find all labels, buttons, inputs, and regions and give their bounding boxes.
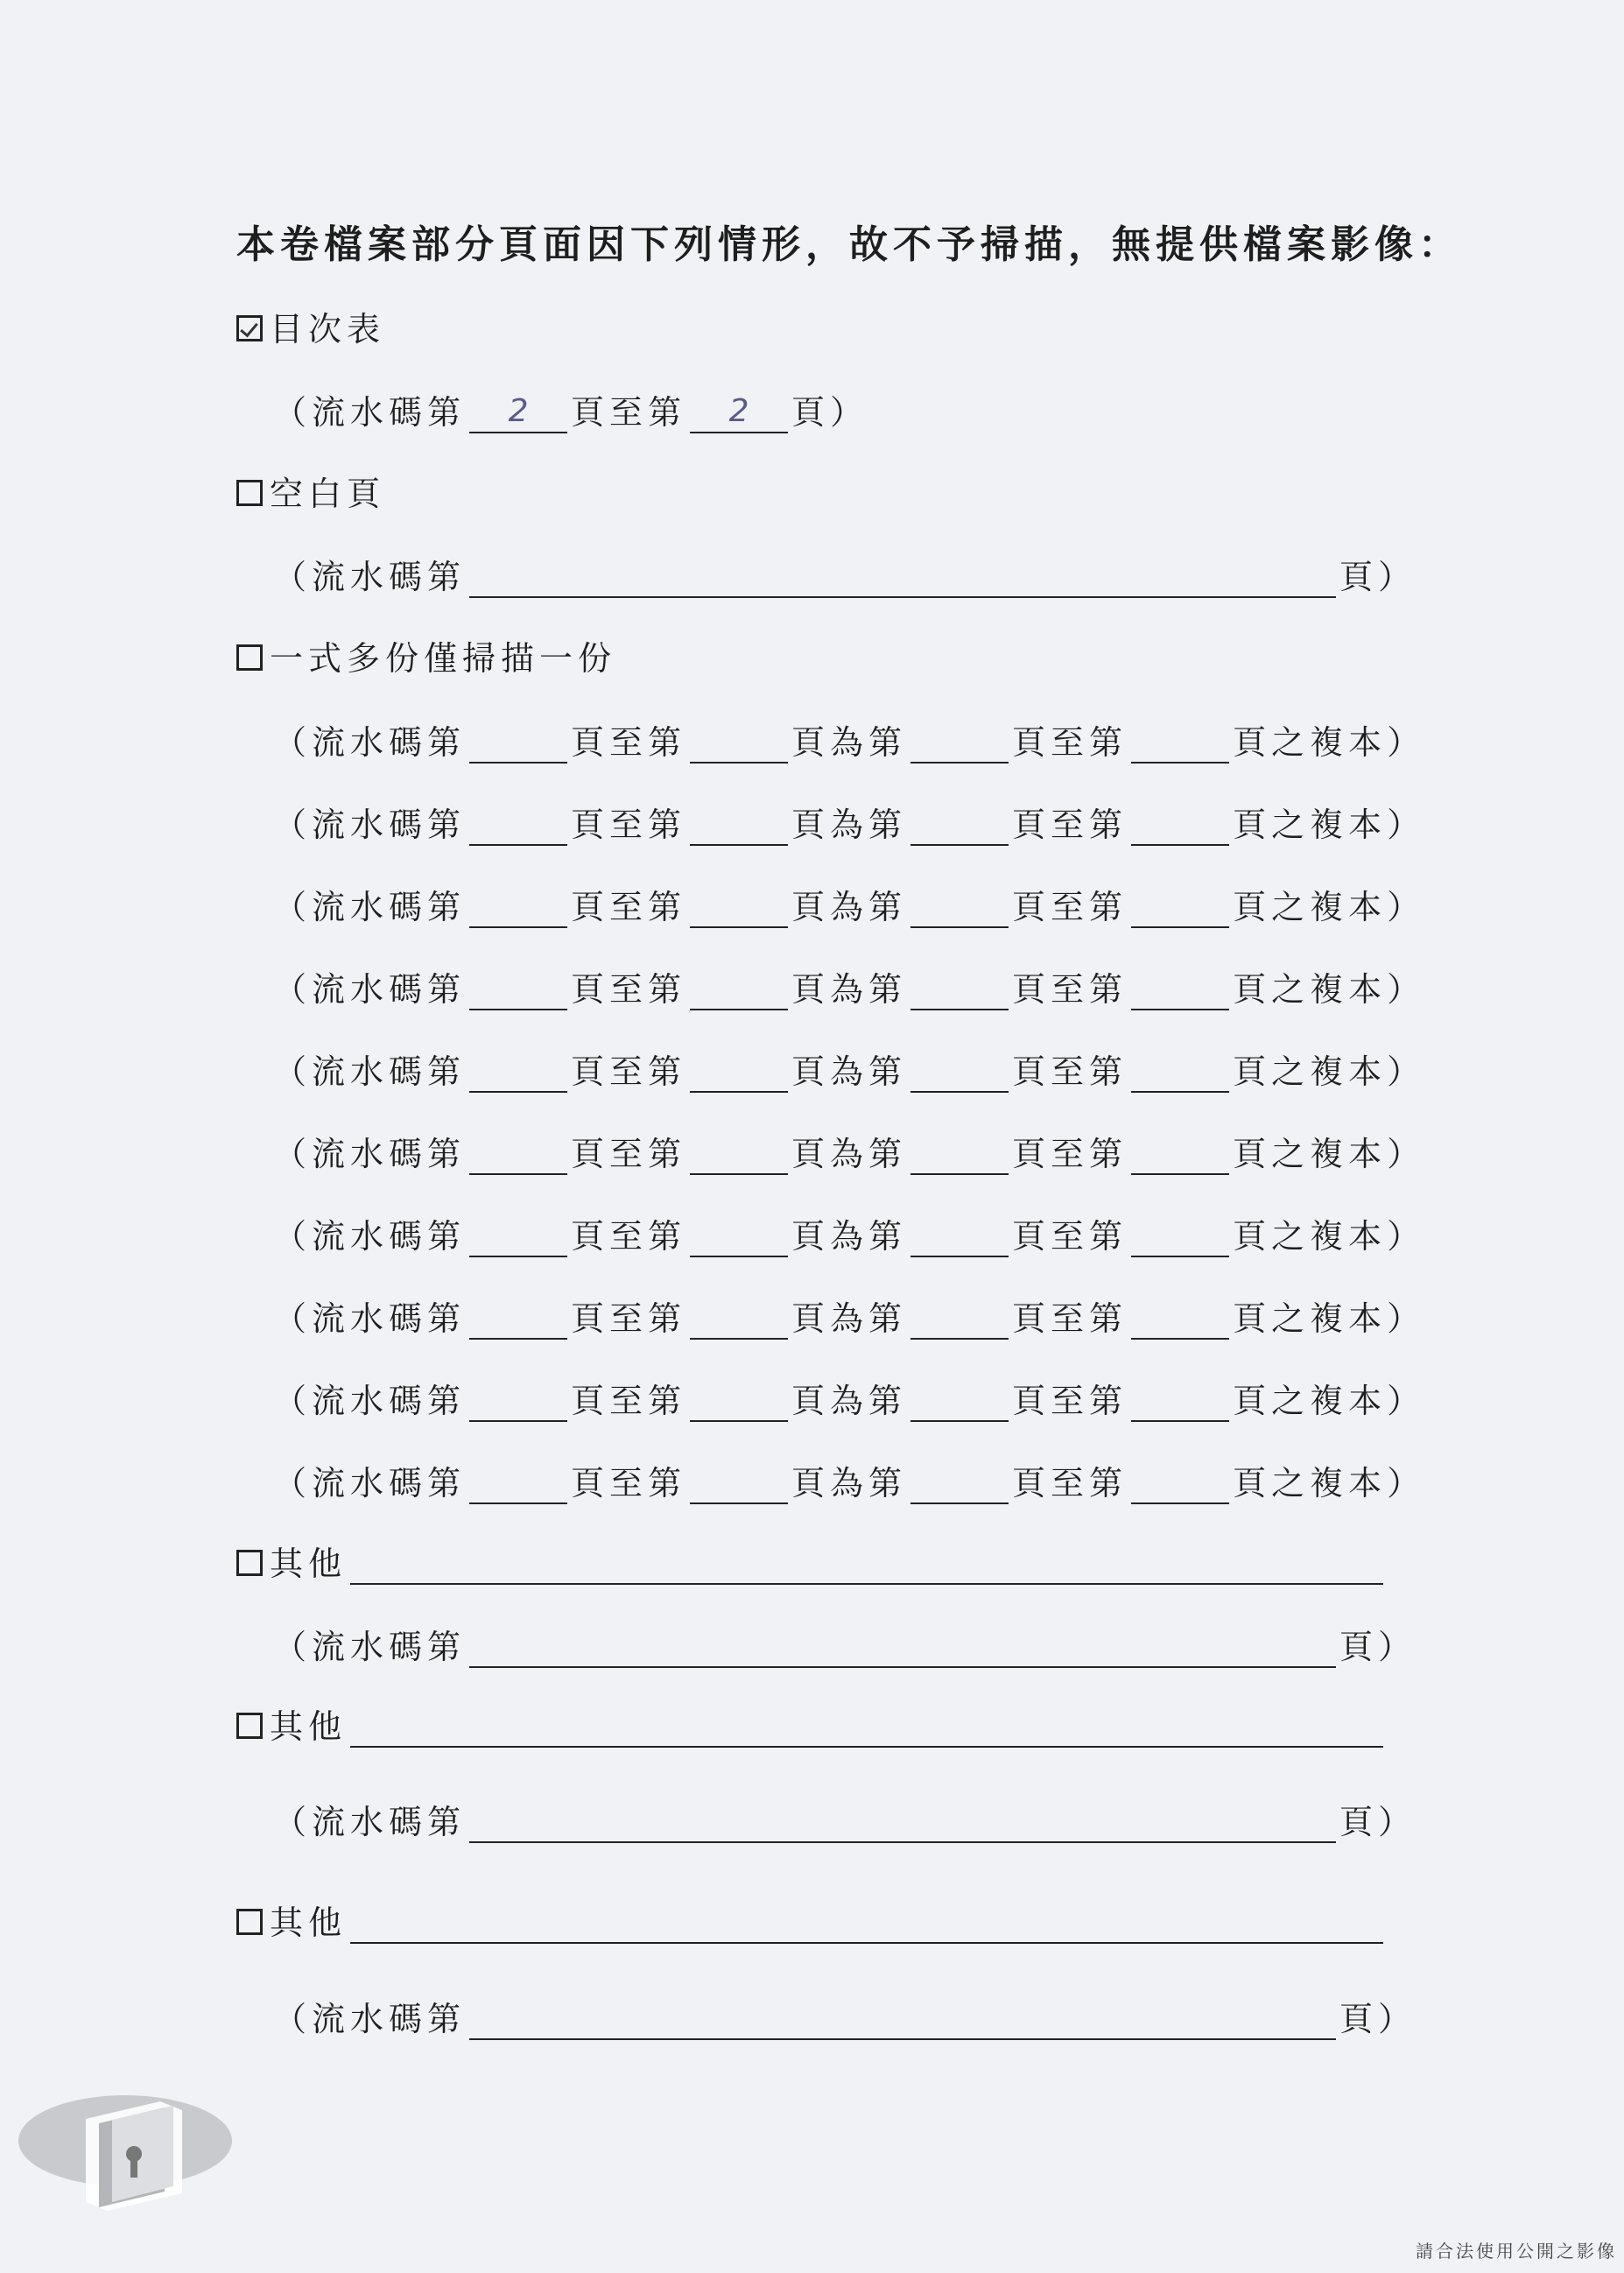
copies-text-p3: 頁為第 <box>791 723 908 762</box>
other-checkbox-2[interactable] <box>236 1713 263 1739</box>
copies-text-p1: （流水碼第 <box>273 888 467 926</box>
copies-field-1[interactable] <box>469 1133 567 1175</box>
copies-field-1[interactable] <box>469 1380 567 1422</box>
copies-text-p1: （流水碼第 <box>273 1382 467 1420</box>
copies-text-p1: （流水碼第 <box>273 1299 467 1338</box>
other-description-field-2[interactable] <box>350 1706 1383 1748</box>
copies-text-p3: 頁為第 <box>791 888 908 926</box>
copies-field-2[interactable] <box>690 886 788 928</box>
serial-prefix: （流水碼第 <box>273 558 467 596</box>
copies-field-4[interactable] <box>1131 1133 1229 1175</box>
copies-text-p5: 頁之複本） <box>1233 806 1426 844</box>
serial-suffix: 頁） <box>1339 1803 1417 1841</box>
copies-serial-row <box>273 1369 1425 1422</box>
copies-field-3[interactable] <box>910 804 1009 846</box>
other-serial-field-1[interactable] <box>469 1626 1336 1668</box>
copies-field-1[interactable] <box>469 804 567 846</box>
other-option-2[interactable] <box>236 1695 1387 1748</box>
copies-text-p4: 頁至第 <box>1012 1052 1128 1091</box>
copies-text-p1: （流水碼第 <box>273 1464 467 1502</box>
copies-option[interactable] <box>236 627 616 679</box>
toc-to-field[interactable]: 2 <box>690 391 788 433</box>
copies-text-p4: 頁至第 <box>1012 1217 1128 1256</box>
copies-field-4[interactable] <box>1131 1215 1229 1257</box>
serial-suffix: 頁） <box>1339 558 1417 596</box>
copies-field-3[interactable] <box>910 1133 1009 1175</box>
blank-page-field[interactable] <box>469 556 1336 598</box>
copies-text-p4: 頁至第 <box>1012 806 1128 844</box>
serial-prefix: （流水碼第 <box>273 1628 467 1666</box>
blank-page-option[interactable] <box>236 462 385 515</box>
other-serial-2 <box>273 1791 1417 1843</box>
copies-text-p2: 頁至第 <box>571 1217 687 1256</box>
other-option-1[interactable] <box>236 1532 1387 1585</box>
copies-text-p1: （流水碼第 <box>273 1052 467 1091</box>
other-checkbox-1[interactable] <box>236 1550 263 1576</box>
copies-text-p4: 頁至第 <box>1012 1464 1128 1502</box>
copies-text-p4: 頁至第 <box>1012 723 1128 762</box>
copies-text-p3: 頁為第 <box>791 1299 908 1338</box>
copies-field-4[interactable] <box>1131 1051 1229 1093</box>
copies-text-p1: （流水碼第 <box>273 806 467 844</box>
copies-text-p3: 頁為第 <box>791 970 908 1009</box>
copies-text-p1: （流水碼第 <box>273 723 467 762</box>
copies-text-p5: 頁之複本） <box>1233 1464 1426 1502</box>
serial-prefix: （流水碼第 <box>273 393 467 432</box>
copies-text-p3: 頁為第 <box>791 1217 908 1256</box>
copies-text-p3: 頁為第 <box>791 1382 908 1420</box>
copies-text-p4: 頁至第 <box>1012 970 1128 1009</box>
archive-logo-icon <box>16 2088 235 2211</box>
copies-field-1[interactable] <box>469 1051 567 1093</box>
toc-label: 目次表 <box>270 310 386 348</box>
copies-field-2[interactable] <box>690 804 788 846</box>
copies-field-3[interactable] <box>910 1380 1009 1422</box>
copies-field-3[interactable] <box>910 721 1009 764</box>
copies-field-3[interactable] <box>910 1051 1009 1093</box>
copies-field-2[interactable] <box>690 1298 788 1340</box>
page-title: 本卷檔案部分頁面因下列情形，故不予掃描，無提供檔案影像： <box>236 222 1462 267</box>
serial-suffix: 頁） <box>791 393 869 432</box>
copies-text-p1: （流水碼第 <box>273 970 467 1009</box>
copies-field-3[interactable] <box>910 1462 1009 1504</box>
copies-text-p2: 頁至第 <box>571 970 687 1009</box>
copies-serial-row <box>273 958 1425 1010</box>
copies-field-4[interactable] <box>1131 721 1229 764</box>
copies-label: 一式多份僅掃描一份 <box>270 639 617 678</box>
other-label-1: 其他 <box>270 1545 348 1583</box>
other-serial-field-3[interactable] <box>469 1998 1336 2040</box>
copies-field-2[interactable] <box>690 1380 788 1422</box>
copies-text-p5: 頁之複本） <box>1233 970 1426 1009</box>
copies-text-p2: 頁至第 <box>571 806 687 844</box>
copies-field-4[interactable] <box>1131 968 1229 1010</box>
copies-serial-row <box>273 1287 1425 1340</box>
copies-serial-row <box>273 1040 1425 1093</box>
other-label-3: 其他 <box>270 1904 348 1942</box>
copies-text-p1: （流水碼第 <box>273 1217 467 1256</box>
copies-text-p2: 頁至第 <box>571 1135 687 1173</box>
copies-serial-row <box>273 711 1425 764</box>
copies-text-p2: 頁至第 <box>571 888 687 926</box>
copies-text-p2: 頁至第 <box>571 1299 687 1338</box>
toc-serial-range <box>273 381 868 433</box>
copies-text-p5: 頁之複本） <box>1233 1135 1426 1173</box>
copies-text-p3: 頁為第 <box>791 1052 908 1091</box>
copies-text-p4: 頁至第 <box>1012 1299 1128 1338</box>
copies-field-2[interactable] <box>690 1462 788 1504</box>
toc-option[interactable] <box>236 298 385 350</box>
serial-mid: 頁至第 <box>571 393 687 432</box>
copies-text-p3: 頁為第 <box>791 1464 908 1502</box>
blank-page-serial <box>273 545 1417 598</box>
copies-field-4[interactable] <box>1131 804 1229 846</box>
copies-field-4[interactable] <box>1131 1380 1229 1422</box>
toc-checkbox[interactable] <box>236 315 263 341</box>
copies-text-p3: 頁為第 <box>791 806 908 844</box>
serial-prefix: （流水碼第 <box>273 1803 467 1841</box>
copies-field-2[interactable] <box>690 1215 788 1257</box>
copies-field-2[interactable] <box>690 1133 788 1175</box>
copies-field-3[interactable] <box>910 1215 1009 1257</box>
copies-text-p5: 頁之複本） <box>1233 888 1426 926</box>
copies-text-p3: 頁為第 <box>791 1135 908 1173</box>
copies-text-p5: 頁之複本） <box>1233 1217 1426 1256</box>
copies-text-p5: 頁之複本） <box>1233 1382 1426 1420</box>
copies-field-2[interactable] <box>690 1051 788 1093</box>
copies-serial-row <box>273 1205 1425 1257</box>
copies-text-p5: 頁之複本） <box>1233 1052 1426 1091</box>
copies-field-1[interactable] <box>469 721 567 764</box>
copies-field-1[interactable] <box>469 1298 567 1340</box>
blank-page-checkbox[interactable] <box>236 480 263 506</box>
serial-prefix: （流水碼第 <box>273 2000 467 2038</box>
copies-text-p1: （流水碼第 <box>273 1135 467 1173</box>
copies-text-p2: 頁至第 <box>571 1382 687 1420</box>
other-description-field-1[interactable] <box>350 1543 1383 1585</box>
copies-serial-row <box>273 876 1425 928</box>
copies-field-1[interactable] <box>469 1215 567 1257</box>
other-description-field-3[interactable] <box>350 1902 1383 1944</box>
serial-suffix: 頁） <box>1339 2000 1417 2038</box>
copies-field-2[interactable] <box>690 721 788 764</box>
copies-text-p5: 頁之複本） <box>1233 723 1426 762</box>
copies-text-p4: 頁至第 <box>1012 1382 1128 1420</box>
copies-text-p5: 頁之複本） <box>1233 1299 1426 1338</box>
other-serial-field-2[interactable] <box>469 1801 1336 1843</box>
copies-field-3[interactable] <box>910 886 1009 928</box>
copies-field-2[interactable] <box>690 968 788 1010</box>
other-serial-3 <box>273 1988 1417 2040</box>
copies-field-1[interactable] <box>469 1462 567 1504</box>
other-label-2: 其他 <box>270 1707 348 1746</box>
copies-field-4[interactable] <box>1131 1298 1229 1340</box>
copies-field-1[interactable] <box>469 886 567 928</box>
copies-text-p2: 頁至第 <box>571 1464 687 1502</box>
copies-text-p4: 頁至第 <box>1012 888 1128 926</box>
copies-serial-row <box>273 1452 1425 1504</box>
copies-field-4[interactable] <box>1131 1462 1229 1504</box>
copies-field-3[interactable] <box>910 968 1009 1010</box>
footer-notice: 請合法使用公開之影像 <box>1416 2241 1617 2262</box>
copies-serial-row <box>273 1122 1425 1175</box>
copies-field-1[interactable] <box>469 968 567 1010</box>
copies-field-4[interactable] <box>1131 886 1229 928</box>
copies-text-p2: 頁至第 <box>571 1052 687 1091</box>
other-serial-1 <box>273 1615 1417 1668</box>
copies-text-p2: 頁至第 <box>571 723 687 762</box>
copies-text-p4: 頁至第 <box>1012 1135 1128 1173</box>
copies-field-3[interactable] <box>910 1298 1009 1340</box>
toc-from-field[interactable]: 2 <box>469 391 567 433</box>
copies-serial-row <box>273 793 1425 846</box>
other-checkbox-3[interactable] <box>236 1909 263 1935</box>
serial-suffix: 頁） <box>1339 1628 1417 1666</box>
copies-checkbox[interactable] <box>236 644 263 671</box>
other-option-3[interactable] <box>236 1891 1387 1944</box>
blank-page-label: 空白頁 <box>270 475 386 513</box>
